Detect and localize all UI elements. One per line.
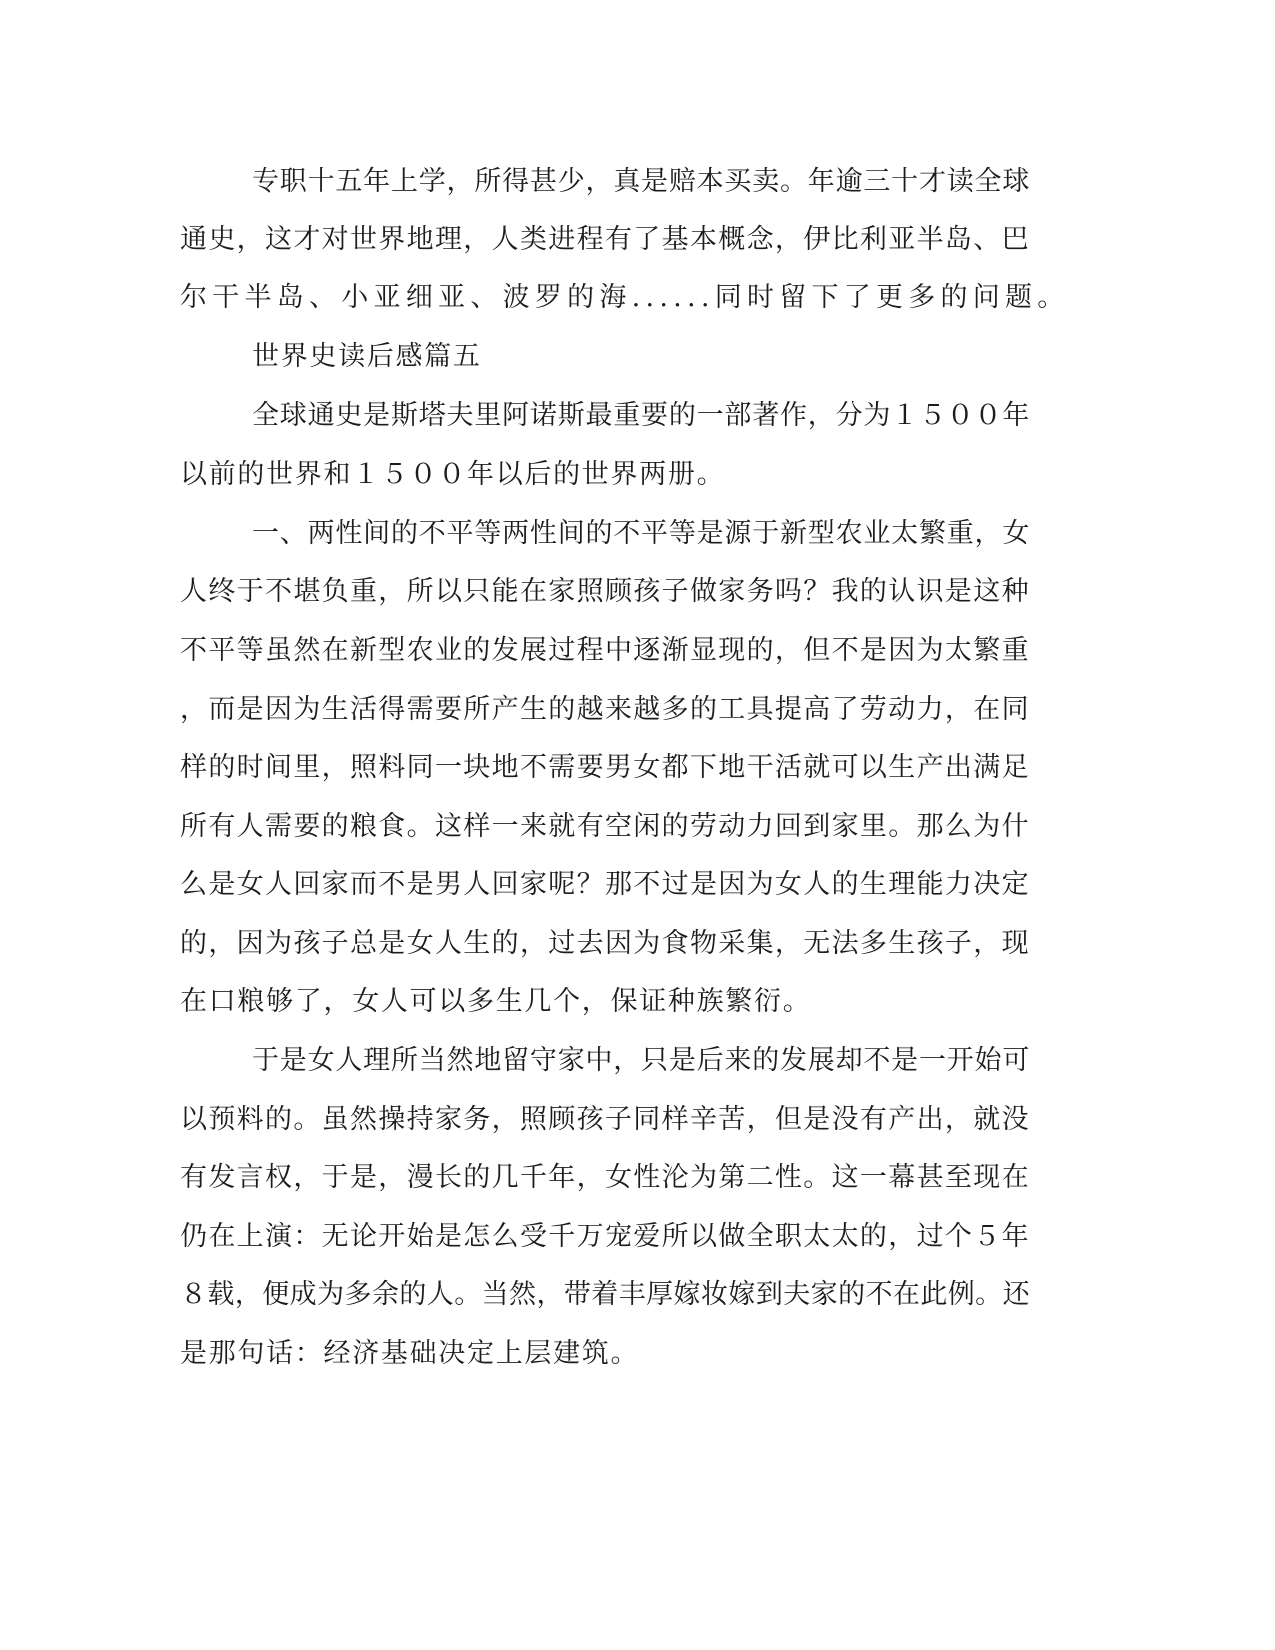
text-line: ８载，便成为多余的人。当然，带着丰厚嫁妆嫁到夫家的不在此例。还 — [180, 1279, 1031, 1310]
text-line: 通史，这才对世界地理，人类进程有了基本概念，伊比利亚半岛、巴 — [180, 224, 1030, 255]
text-line: 样的时间里，照料同一块地不需要男女都下地干活就可以生产出满足 — [180, 752, 1030, 783]
text-line: 仍在上演：无论开始是怎么受千万宠爱所以做全职太太的，过个５年 — [180, 1221, 1030, 1252]
text-line: 全球通史是斯塔夫里阿诺斯最重要的一部著作，分为１５００年 — [252, 400, 1031, 431]
text-line: 有发言权，于是，漫长的几千年，女性沦为第二性。这一幕甚至现在 — [180, 1162, 1030, 1193]
text-line: 不平等虽然在新型农业的发展过程中逐渐显现的，但不是因为太繁重 — [180, 635, 1030, 666]
text-line: 的，因为孩子总是女人生的，过去因为食物采集，无法多生孩子，现 — [180, 928, 1030, 959]
text-line: 以前的世界和１５００年以后的世界两册。 — [180, 459, 726, 490]
text-line: 专职十五年上学，所得甚少，真是赔本买卖。年逾三十才读全球 — [252, 166, 1031, 197]
section-heading: 世界史读后感篇五 — [252, 341, 482, 372]
text-line: ，而是因为生活得需要所产生的越来越多的工具提高了劳动力，在同 — [180, 694, 1030, 725]
text-line: 是那句话：经济基础决定上层建筑。 — [180, 1338, 640, 1369]
text-line: 么是女人回家而不是男人回家呢？那不过是因为女人的生理能力决定 — [180, 869, 1030, 900]
text-line: 尔干半岛、小亚细亚、波罗的海......同时留下了更多的问题。 — [180, 282, 1070, 313]
text-line: 在口粮够了，女人可以多生几个，保证种族繁衍。 — [180, 986, 812, 1017]
text-line: 人终于不堪负重，所以只能在家照顾孩子做家务吗？我的认识是这种 — [180, 576, 1030, 607]
text-line: 所有人需要的粮食。这样一来就有空闲的劳动力回到家里。那么为什 — [180, 811, 1030, 842]
text-line: 于是女人理所当然地留守家中，只是后来的发展却不是一开始可 — [252, 1045, 1031, 1076]
text-line: 以预料的。虽然操持家务，照顾孩子同样辛苦，但是没有产出，就没 — [180, 1104, 1030, 1135]
text-line: 一、两性间的不平等两性间的不平等是源于新型农业太繁重，女 — [252, 518, 1031, 549]
